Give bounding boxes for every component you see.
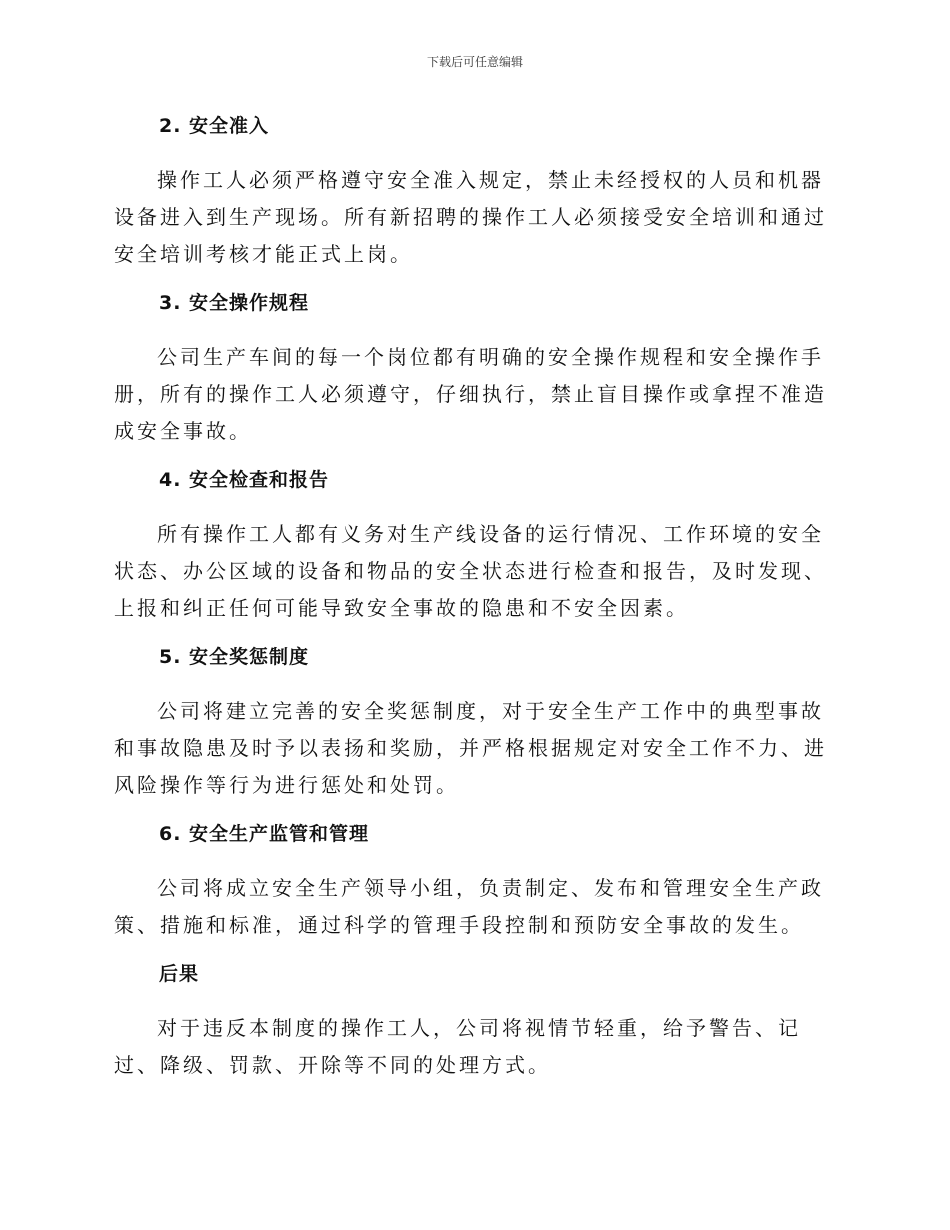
section-safety-access — [114, 112, 834, 273]
document-body — [114, 112, 834, 1100]
page-header: 下载后可任意编辑 — [426, 55, 523, 69]
section-paragraph: 对于违反本制度的操作工人，公司将视情节轻重，给予警告、记过、降级、罚款、开除等不同的处理方式。 — [114, 1016, 801, 1077]
section-heading: 2. 安全准入 — [159, 115, 270, 137]
section-paragraph: 所有操作工人都有义务对生产线设备的运行情况、工作环境的安全状态、办公区域的设备和物品的安全状态进行检查和报告，及时发现、上报和纠正任何可能导致安全事故的隐患和不安全因素。 — [114, 522, 827, 620]
section-heading: 5. 安全奖惩制度 — [159, 646, 310, 668]
section-consequences — [114, 960, 834, 1084]
section-safety-procedures — [114, 289, 834, 450]
section-paragraph: 公司生产车间的每一个岗位都有明确的安全操作规程和安全操作手册，所有的操作工人必须遵守，仔细执行，禁止盲目操作或拿捏不准造成安全事故。 — [114, 345, 827, 443]
section-heading: 4. 安全检查和报告 — [159, 469, 330, 491]
section-heading: 6. 安全生产监管和管理 — [159, 823, 370, 845]
section-heading: 后果 — [159, 963, 200, 985]
section-reward-punishment — [114, 643, 834, 804]
section-supervision — [114, 820, 834, 944]
section-safety-inspection — [114, 466, 834, 627]
section-paragraph: 公司将建立完善的安全奖惩制度，对于安全生产工作中的典型事故和事故隐患及时予以表扬和奖励，并严格根据规定对安全工作不力、进风险操作等行为进行惩处和处罚。 — [114, 699, 827, 797]
section-paragraph: 公司将成立安全生产领导小组，负责制定、发布和管理安全生产政策、措施和标准，通过科学的管理手段控制和预防安全事故的发生。 — [114, 876, 824, 937]
section-paragraph: 操作工人必须严格遵守安全准入规定，禁止未经授权的人员和机器设备进入到生产现场。所有新招聘的操作工人必须接受安全培训和通过安全培训考核才能正式上岗。 — [114, 168, 827, 266]
section-heading: 3. 安全操作规程 — [159, 292, 310, 314]
